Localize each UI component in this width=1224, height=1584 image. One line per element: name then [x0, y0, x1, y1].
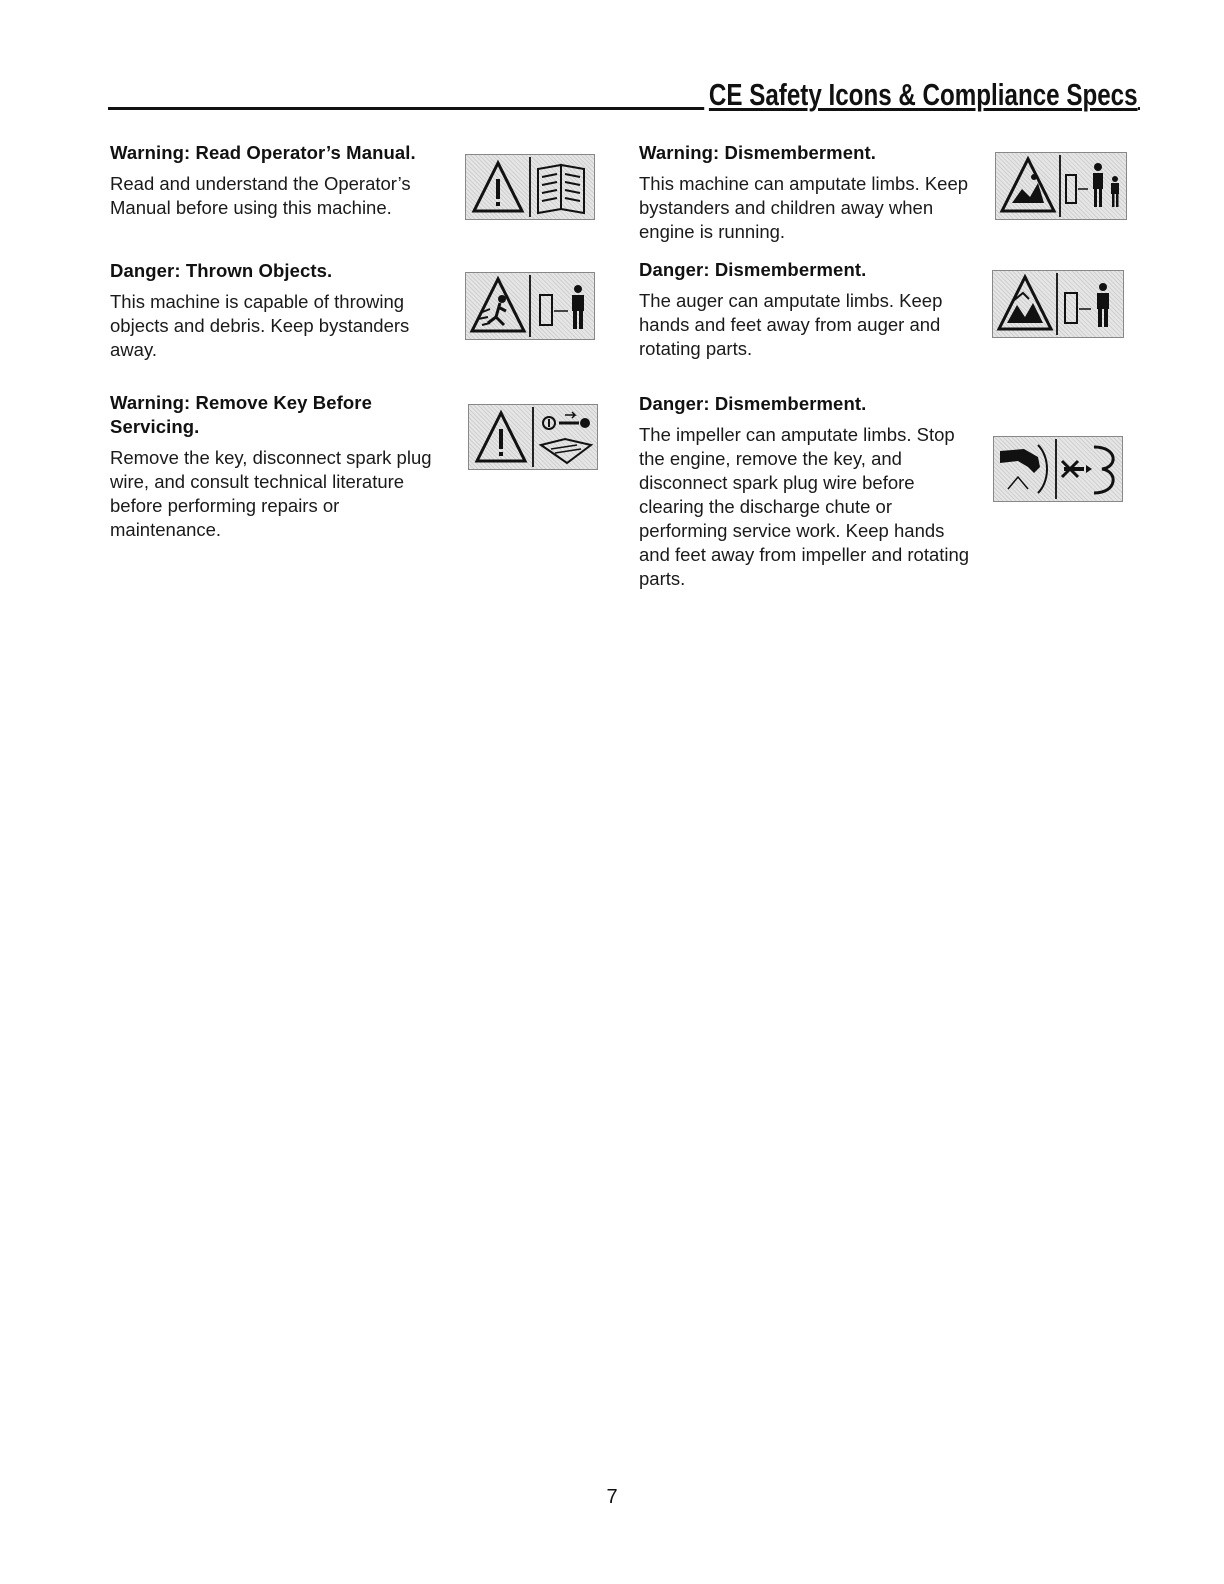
section-thrown-objects — [110, 259, 445, 362]
section-read-manual — [110, 141, 445, 220]
section-dismemberment-warning — [639, 141, 974, 244]
section-body: Read and understand the Operator’s Manual before using this machine. — [110, 173, 411, 218]
section-body: This machine can amputate limbs. Keep bystanders and children away when engine is running. — [639, 173, 969, 242]
section-body: The auger can amputate limbs. Keep hands and feet away from auger and rotating parts. — [639, 290, 943, 359]
section-title: Warning: Remove Key Before Servicing. — [110, 392, 372, 437]
dismemberment-bystanders-decal-icon — [995, 152, 1127, 220]
page-header — [108, 78, 1140, 110]
section-auger-dismemberment — [639, 258, 974, 361]
section-title: Danger: Dismemberment. — [639, 393, 867, 414]
thrown-objects-decal-icon — [465, 272, 595, 340]
section-title: Danger: Thrown Objects. — [110, 260, 333, 281]
section-title: Danger: Dismemberment. — [639, 259, 867, 280]
section-impeller-dismemberment — [639, 392, 974, 591]
page-title: CE Safety Icons & Compliance Specs — [705, 77, 1138, 113]
impeller-dismemberment-decal-icon — [993, 436, 1123, 502]
section-title: Warning: Read Operator’s Manual. — [110, 142, 416, 163]
section-remove-key — [110, 391, 445, 542]
remove-key-decal-icon — [468, 404, 598, 470]
read-manual-decal-icon — [465, 154, 595, 220]
section-body: Remove the key, disconnect spark plug wire, and consult technical literature before performing repairs or maintenance. — [110, 447, 432, 540]
section-title: Warning: Dismemberment. — [639, 142, 877, 163]
page-number: 7 — [606, 1486, 618, 1508]
section-body: The impeller can amputate limbs. Stop the engine, remove the key, and disconnect spark plug wire before clearing the discharge chute or performing service work. Keep hands and feet away from impeller and rotating parts. — [639, 424, 970, 589]
auger-dismemberment-decal-icon — [992, 270, 1124, 338]
section-body: This machine is capable of throwing objects and debris. Keep bystanders away. — [110, 291, 410, 360]
